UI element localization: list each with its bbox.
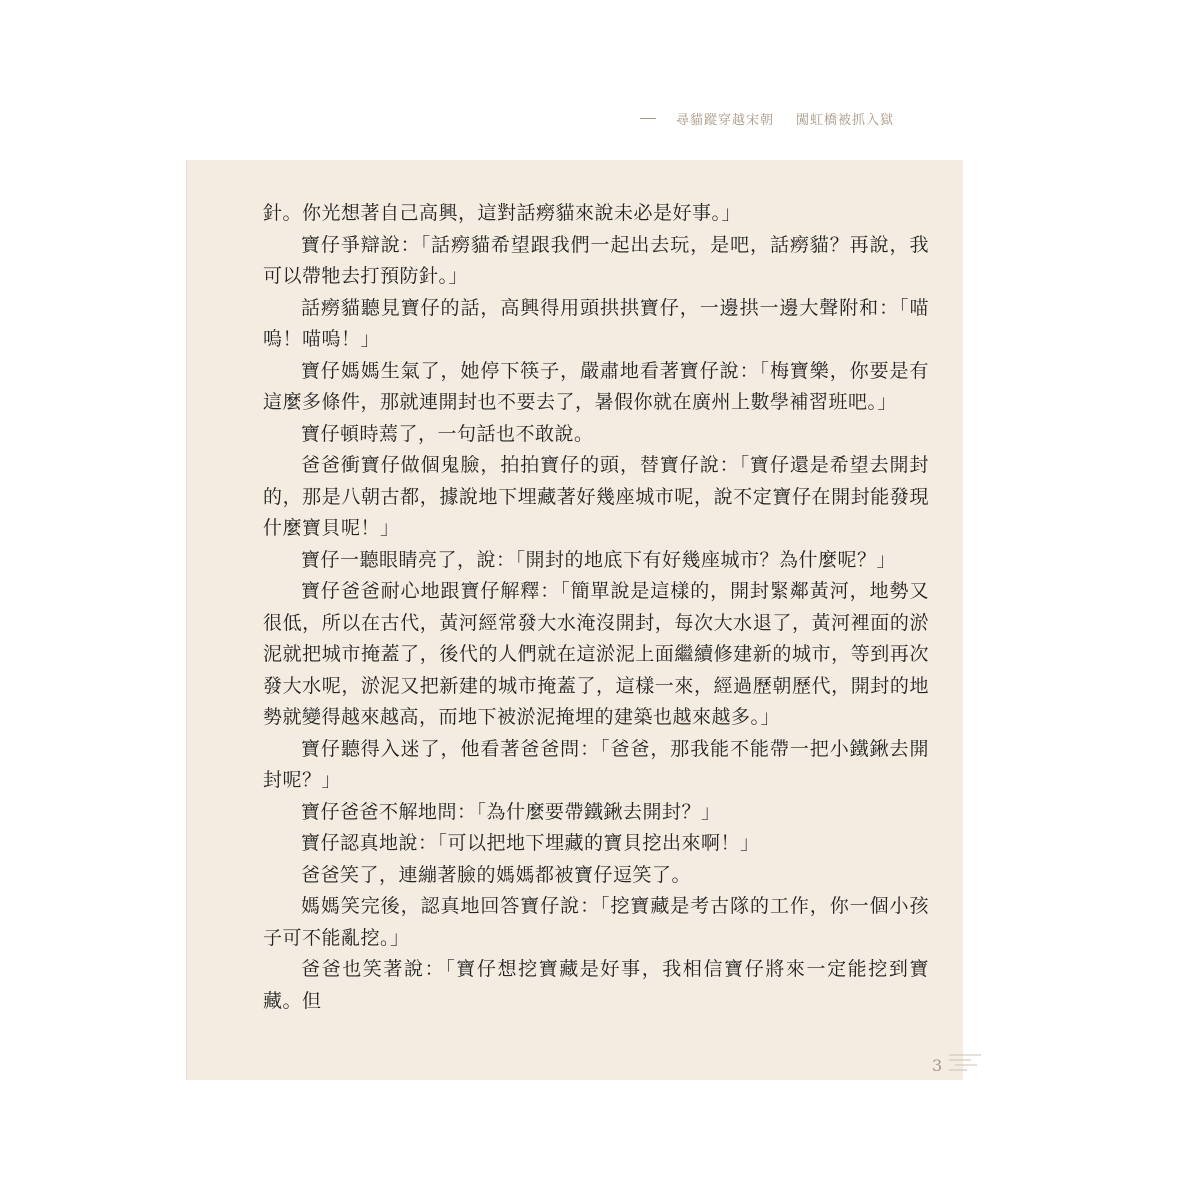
paragraph: 寶仔頓時蔫了，一句話也不敢說。 — [301, 422, 594, 445]
paragraph: 寶仔爸爸耐心地跟寶仔解釋：「簡單說是這樣的，開封緊鄰黃河，地勢又很低，所以在古代，黃河經常發大水淹沒開封，每次大水退了，黃河裡面的淤泥就把城市掩蓋了，後代的人們就在這淤泥上面繼續修建新的城市，等到再次發大水呢，淤泥又把新建的城市掩蓋了，這樣一來，經過歷朝歷代，開封的地勢就變得越來越高，而地下被淤泥掩埋的建築也越來越多。」 — [263, 580, 929, 728]
book-page — [186, 160, 963, 1080]
paragraph: 話癆貓聽見寶仔的話，高興得用頭拱拱寶仔，一邊拱一邊大聲附和：「喵嗚！喵嗚！」 — [263, 296, 929, 350]
paragraph: 寶仔爸爸不解地問：「為什麼要帶鐵鍬去開封？」 — [301, 800, 721, 823]
header-dash — [640, 118, 656, 119]
paragraph: 爸爸也笑著說：「寶仔想挖寶藏是好事，我相信寶仔將來一定能挖到寶藏。但 — [263, 958, 929, 1012]
paragraph: 寶仔一聽眼睛亮了，說：「開封的地底下有好幾座城市？為什麼呢？」 — [301, 548, 897, 571]
paragraph: 爸爸衝寶仔做個鬼臉，拍拍寶仔的頭，替寶仔說：「寶仔還是希望去開封的，那是八朝古都，據說地下埋藏著好幾座城市呢，說不定寶仔在開封能發現什麼寶貝呢！」 — [263, 454, 929, 539]
paragraph: 媽媽笑完後，認真地回答寶仔說：「挖寶藏是考古隊的工作，你一個小孩子可不能亂挖。」 — [263, 895, 929, 949]
header-chapter-title: 尋貓蹤穿越宋朝 — [676, 112, 775, 128]
page-body — [263, 198, 929, 1017]
page-corner-decoration-icon — [947, 1050, 983, 1080]
paragraph: 寶仔認真地說：「可以把地下埋藏的寶貝挖出來啊！」 — [301, 832, 760, 854]
paragraph: 寶仔媽媽生氣了，她停下筷子，嚴肅地看著寶仔說：「梅寶樂，你要是有這麼多條件，那就連開封也不要去了，暑假你就在廣州上數學補習班吧。」 — [263, 359, 929, 413]
paragraph: 寶仔聽得入迷了，他看著爸爸問：「爸爸，那我能不能帶一把小鐵鍬去開封呢？」 — [263, 737, 929, 791]
header-section-title: 闖虹橋被抓入獄 — [796, 112, 895, 128]
paragraph: 爸爸笑了，連繃著臉的媽媽都被寶仔逗笑了。 — [301, 863, 692, 886]
running-header — [640, 106, 960, 130]
page-number: 3 — [932, 1056, 943, 1075]
paragraph: 寶仔爭辯說：「話癆貓希望跟我們一起出去玩，是吧，話癆貓？再說，我可以帶牠去打預防針。」 — [263, 233, 929, 287]
paragraph: 針。你光想著自己高興，這對話癆貓來說未必是好事。」 — [263, 202, 742, 224]
